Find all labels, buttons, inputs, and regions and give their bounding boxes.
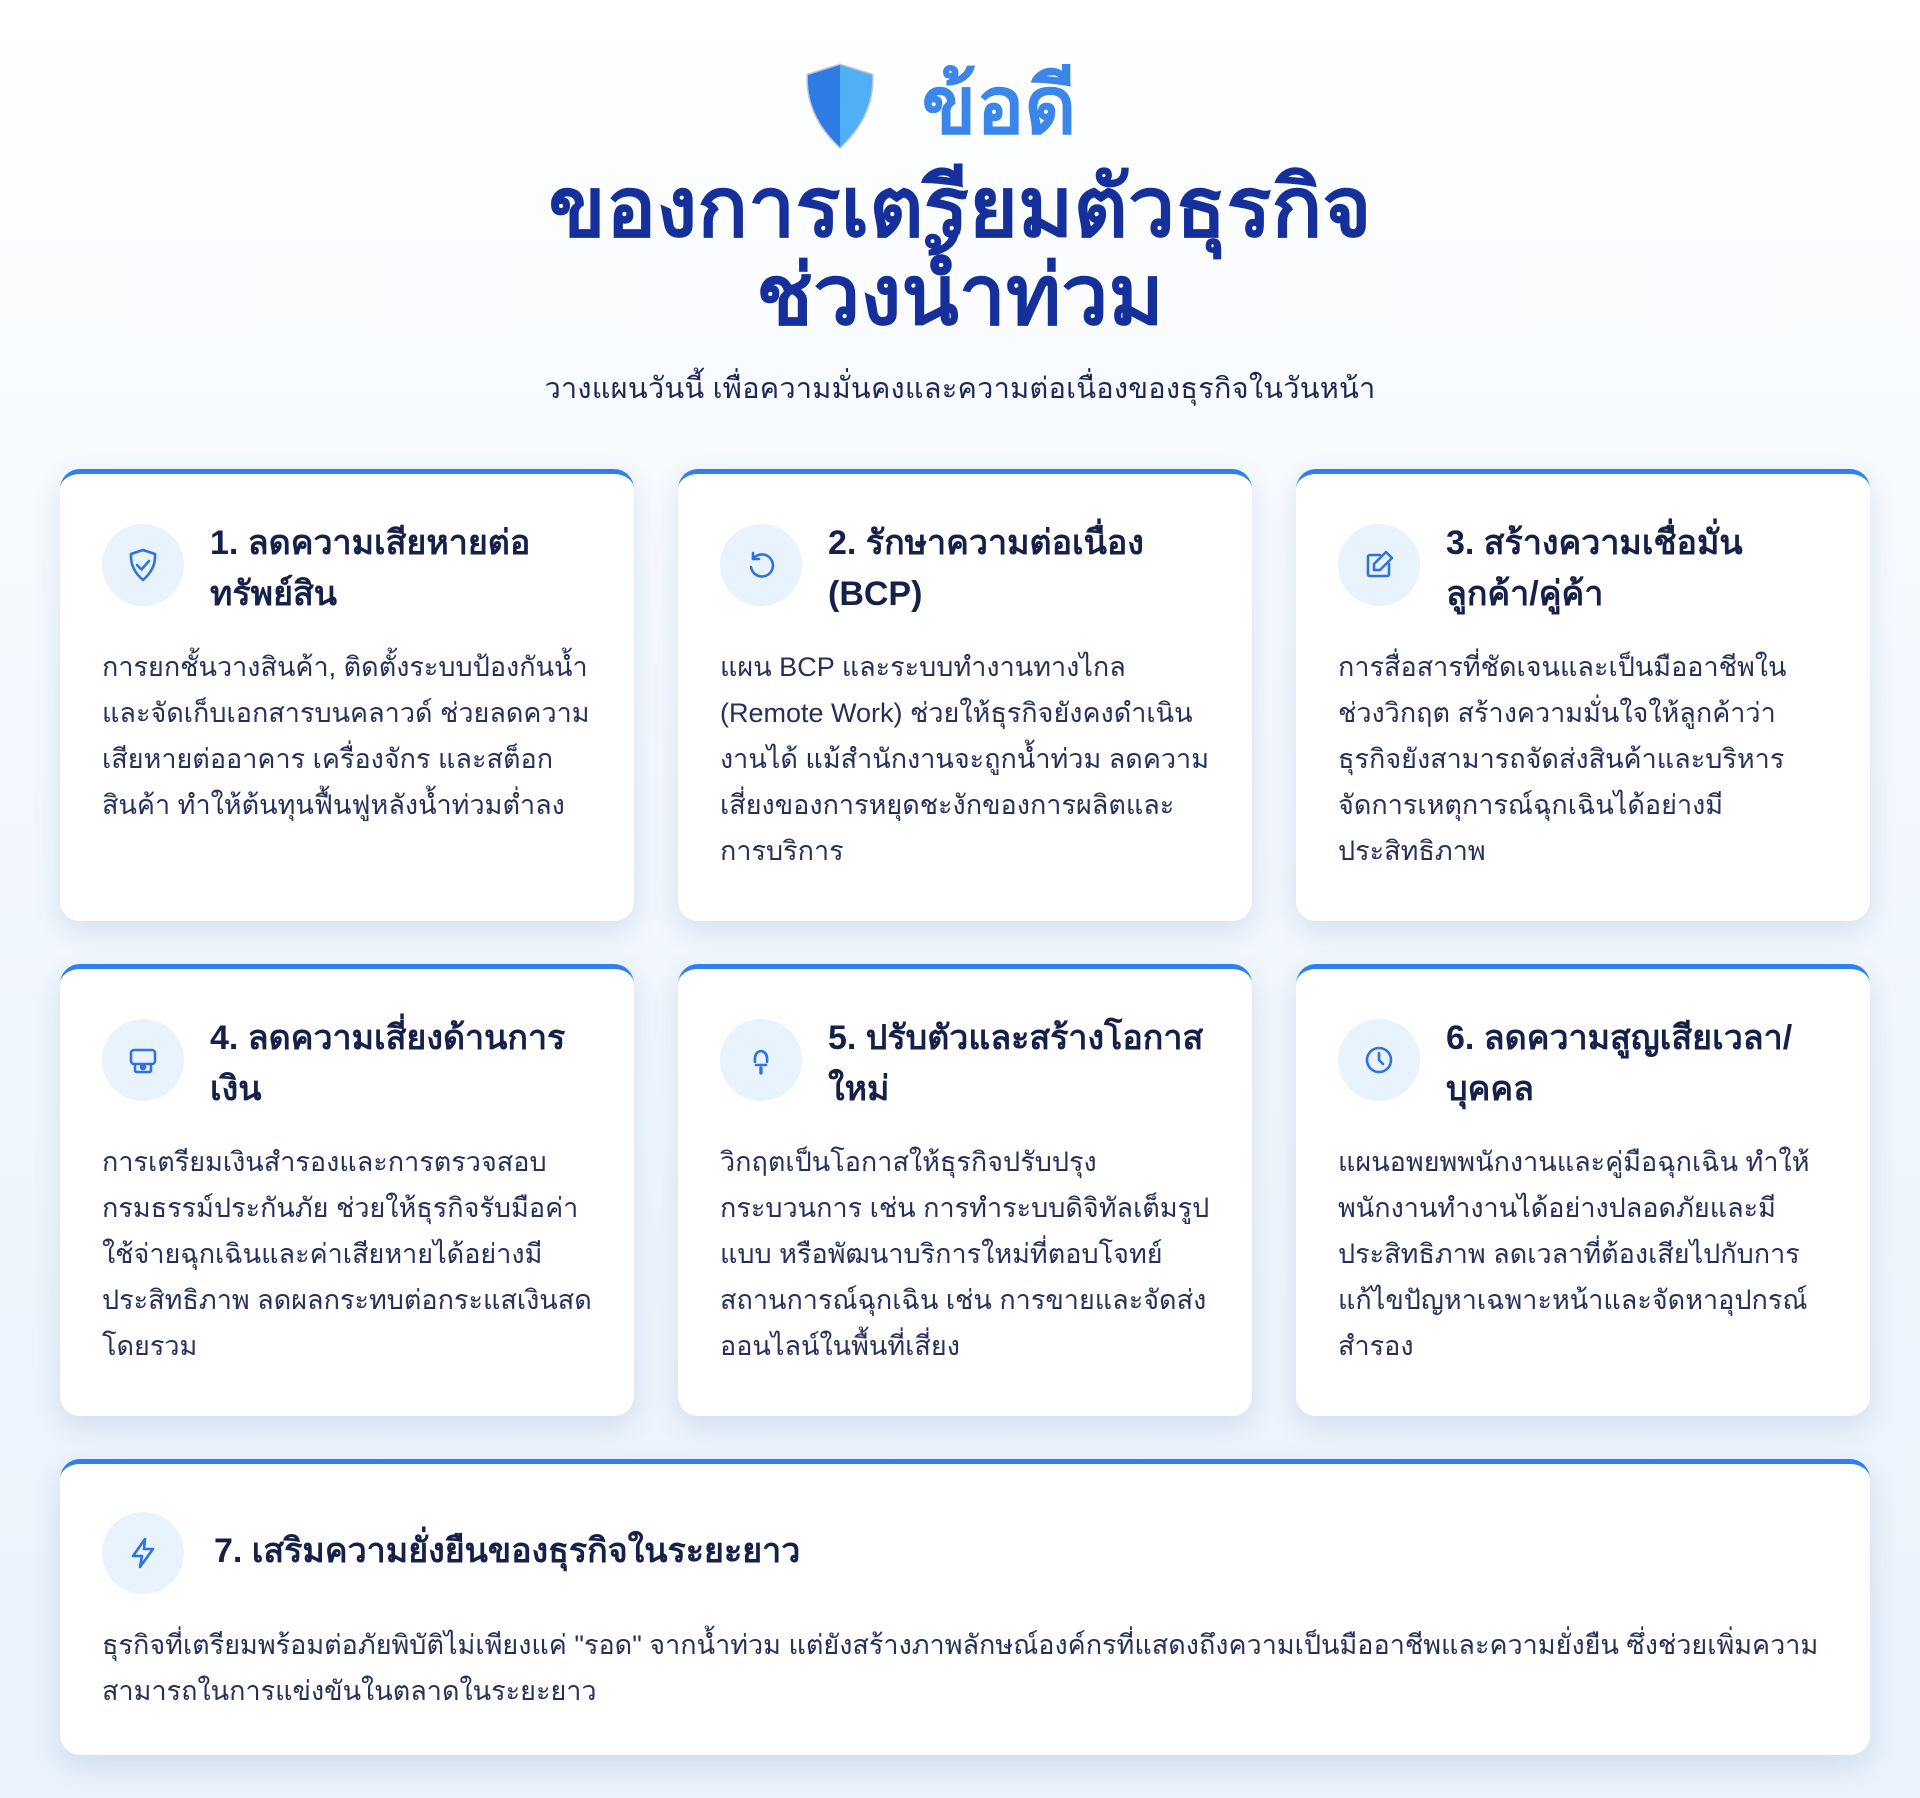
- benefit-card-6: [1296, 964, 1870, 1416]
- card-title: 7. เสริมความยั่งยืนของธุรกิจในระยะยาว: [214, 1532, 801, 1570]
- wallet-icon: [102, 1019, 184, 1101]
- lightning-icon: [102, 1512, 184, 1594]
- title-row: [0, 48, 1920, 163]
- benefit-card-7: [60, 1459, 1870, 1755]
- card-body: การสื่อสารที่ชัดเจนและเป็นมืออาชีพในช่วงวิกฤต สร้างความมั่นใจให้ลูกค้าว่าธุรกิจยังสามารถจัดส่งสินค้าและบริหารจัดการเหตุการณ์ฉุกเฉินได้อย่างมีประสิทธิภาพ: [1338, 652, 1787, 866]
- card-body: การเตรียมเงินสำรองและการตรวจสอบกรมธรรม์ประกันภัย ช่วยให้ธุรกิจรับมือค่าใช้จ่ายฉุกเฉินและค่าเสียหายได้อย่างมีประสิทธิภาพ ลดผลกระทบต่อกระแสเงินสดโดยรวม: [102, 1147, 592, 1361]
- page-title-line-2: ของการเตรียมตัวธุรกิจ: [548, 160, 1372, 254]
- benefit-card-4: [60, 964, 634, 1416]
- page-header: [0, 48, 1920, 411]
- card-body: ธุรกิจที่เตรียมพร้อมต่อภัยพิบัติไม่เพียงแค่ "รอด" จากน้ำท่วม แต่ยังสร้างภาพลักษณ์องค์กรที่แสดงถึงความเป็นมืออาชีพและความยั่งยืน ซึ่งช่วยเพิ่มความสามารถในการแข่งขันในตลาดในระยะยาว: [102, 1630, 1819, 1706]
- lightbulb-icon: [720, 1019, 802, 1101]
- clock-icon: [1338, 1019, 1420, 1101]
- card-title: 4. ลดความเสี่ยงด้านการเงิน: [210, 1019, 566, 1108]
- shield-check-icon: [102, 524, 184, 606]
- card-title: 5. ปรับตัวและสร้างโอกาสใหม่: [828, 1019, 1204, 1108]
- title-accent: ข้อดี: [921, 60, 1077, 150]
- card-title: 6. ลดความสูญเสียเวลา/บุคคล: [1446, 1019, 1793, 1108]
- card-body: วิกฤตเป็นโอกาสให้ธุรกิจปรับปรุงกระบวนการ เช่น การทำระบบดิจิทัลเต็มรูปแบบ หรือพัฒนาบริการใหม่ที่ตอบโจทย์สถานการณ์ฉุกเฉิน เช่น การขายและจัดส่งออนไลน์ในพื้นที่เสี่ยง: [720, 1147, 1210, 1361]
- card-title: 3. สร้างความเชื่อมั่นลูกค้า/คู่ค้า: [1446, 524, 1743, 613]
- benefit-card-3: [1296, 469, 1870, 921]
- page-title-line-3: ช่วงน้ำท่วม: [756, 248, 1164, 342]
- card-body: การยกชั้นวางสินค้า, ติดตั้งระบบป้องกันน้ำ และจัดเก็บเอกสารบนคลาวด์ ช่วยลดความเสียหายต่ออาคาร เครื่องจักร และสต็อกสินค้า ทำให้ต้นทุนฟื้นฟูหลังน้ำท่วมต่ำลง: [102, 652, 590, 820]
- refresh-icon: [720, 524, 802, 606]
- benefit-card-2: [678, 469, 1252, 921]
- card-title: 1. ลดความเสียหายต่อทรัพย์สิน: [210, 524, 531, 613]
- benefit-card-1: [60, 469, 634, 921]
- card-title: 2. รักษาความต่อเนื่อง (BCP): [828, 524, 1144, 613]
- edit-icon: [1338, 524, 1420, 606]
- benefit-card-5: [678, 964, 1252, 1416]
- shield-icon: [804, 63, 876, 149]
- card-body: แผนอพยพพนักงานและคู่มือฉุกเฉิน ทำให้พนักงานทำงานได้อย่างปลอดภัยและมีประสิทธิภาพ ลดเวลาที่ต้องเสียไปกับการแก้ไขปัญหาเฉพาะหน้าและจัดหาอุปกรณ์สำรอง: [1338, 1147, 1810, 1361]
- card-body: แผน BCP และระบบทำงานทางไกล (Remote Work) ช่วยให้ธุรกิจยังคงดำเนินงานได้ แม้สำนักงานจะถูกน้ำท่วม ลดความเสี่ยงของการหยุดชะงักของการผลิตและการบริการ: [720, 652, 1210, 866]
- page-subtitle: วางแผนวันนี้ เพื่อความมั่นคงและความต่อเนื่องของธุรกิจในวันหน้า: [544, 373, 1376, 405]
